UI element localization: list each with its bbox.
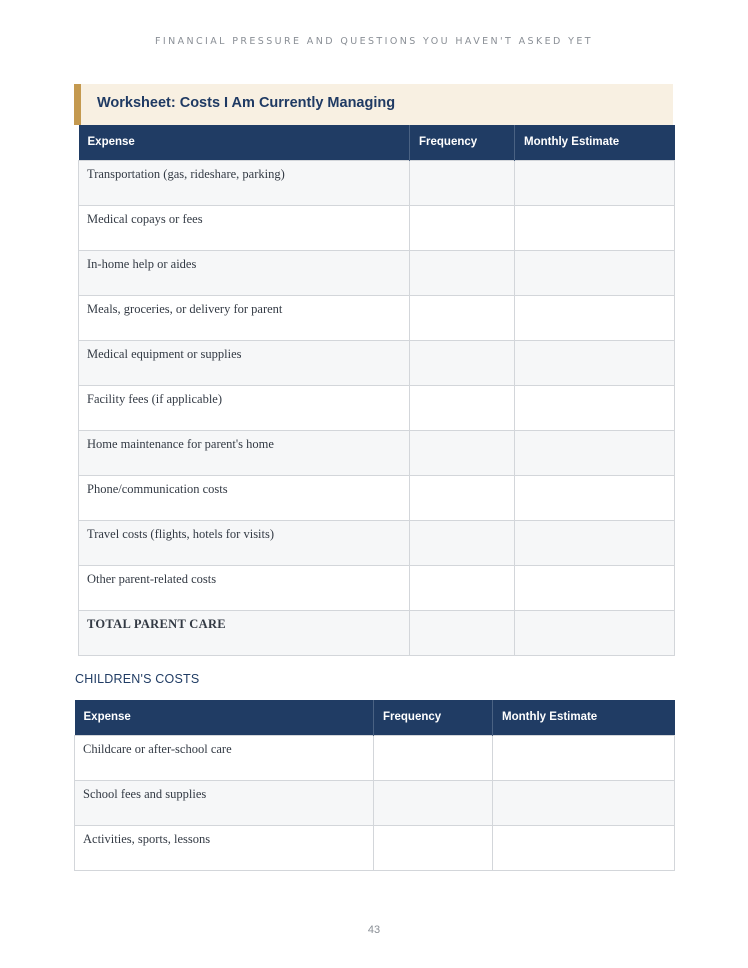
expense-label: In-home help or aides (79, 250, 410, 295)
table-row (79, 520, 675, 565)
frequency-field[interactable] (410, 430, 515, 475)
column-header-monthly-estimate: Monthly Estimate (493, 700, 675, 735)
expense-label: Activities, sports, lessons (75, 825, 374, 870)
frequency-field[interactable] (410, 340, 515, 385)
monthly-estimate-field[interactable] (515, 475, 675, 520)
table-row (79, 475, 675, 520)
frequency-field[interactable] (410, 520, 515, 565)
page-number: 43 (367, 924, 381, 936)
frequency-field[interactable] (410, 385, 515, 430)
table-row (79, 160, 675, 205)
expense-label: Childcare or after-school care (75, 735, 374, 780)
expense-label: Meals, groceries, or delivery for parent (79, 295, 410, 340)
monthly-estimate-field[interactable] (515, 295, 675, 340)
frequency-field[interactable] (410, 565, 515, 610)
table-row (79, 205, 675, 250)
expense-label: Phone/communication costs (79, 475, 410, 520)
frequency-field[interactable] (374, 825, 493, 870)
table-row (79, 295, 675, 340)
table-row (75, 825, 675, 870)
table-header-row (75, 700, 675, 735)
column-header-frequency: Frequency (374, 700, 493, 735)
table-row (75, 735, 675, 780)
running-header: FINANCIAL PRESSURE AND QUESTIONS YOU HAVEN'T ASKED YET (155, 36, 593, 47)
column-header-frequency: Frequency (410, 125, 515, 160)
monthly-estimate-field[interactable] (515, 385, 675, 430)
monthly-estimate-field[interactable] (515, 205, 675, 250)
total-label: TOTAL PARENT CARE (79, 610, 410, 655)
table-row (79, 250, 675, 295)
monthly-estimate-field[interactable] (515, 565, 675, 610)
total-frequency-field[interactable] (410, 610, 515, 655)
worksheet-title: Worksheet: Costs I Am Currently Managing (97, 95, 396, 111)
table-row (75, 780, 675, 825)
monthly-estimate-field[interactable] (493, 735, 675, 780)
expense-label: Medical copays or fees (79, 205, 410, 250)
column-header-expense: Expense (79, 125, 410, 160)
monthly-estimate-field[interactable] (515, 340, 675, 385)
worksheet-title-bar (74, 84, 673, 125)
frequency-field[interactable] (374, 780, 493, 825)
total-row (79, 610, 675, 655)
children-costs-heading: CHILDREN'S COSTS (75, 672, 200, 686)
expense-label: School fees and supplies (75, 780, 374, 825)
monthly-estimate-field[interactable] (515, 520, 675, 565)
expense-label: Travel costs (flights, hotels for visits) (79, 520, 410, 565)
parent-care-table (78, 125, 675, 656)
monthly-estimate-field[interactable] (493, 825, 675, 870)
frequency-field[interactable] (410, 250, 515, 295)
frequency-field[interactable] (410, 205, 515, 250)
children-costs-table (74, 700, 675, 871)
expense-label: Medical equipment or supplies (79, 340, 410, 385)
table-row (79, 430, 675, 475)
monthly-estimate-field[interactable] (515, 160, 675, 205)
frequency-field[interactable] (410, 475, 515, 520)
expense-label: Facility fees (if applicable) (79, 385, 410, 430)
table-header-row (79, 125, 675, 160)
monthly-estimate-field[interactable] (493, 780, 675, 825)
expense-label: Other parent-related costs (79, 565, 410, 610)
expense-label: Home maintenance for parent's home (79, 430, 410, 475)
expense-label: Transportation (gas, rideshare, parking) (79, 160, 410, 205)
column-header-monthly-estimate: Monthly Estimate (515, 125, 675, 160)
monthly-estimate-field[interactable] (515, 430, 675, 475)
table-row (79, 565, 675, 610)
frequency-field[interactable] (410, 295, 515, 340)
frequency-field[interactable] (374, 735, 493, 780)
frequency-field[interactable] (410, 160, 515, 205)
table-row (79, 340, 675, 385)
table-row (79, 385, 675, 430)
total-monthly-estimate-field[interactable] (515, 610, 675, 655)
monthly-estimate-field[interactable] (515, 250, 675, 295)
column-header-expense: Expense (75, 700, 374, 735)
